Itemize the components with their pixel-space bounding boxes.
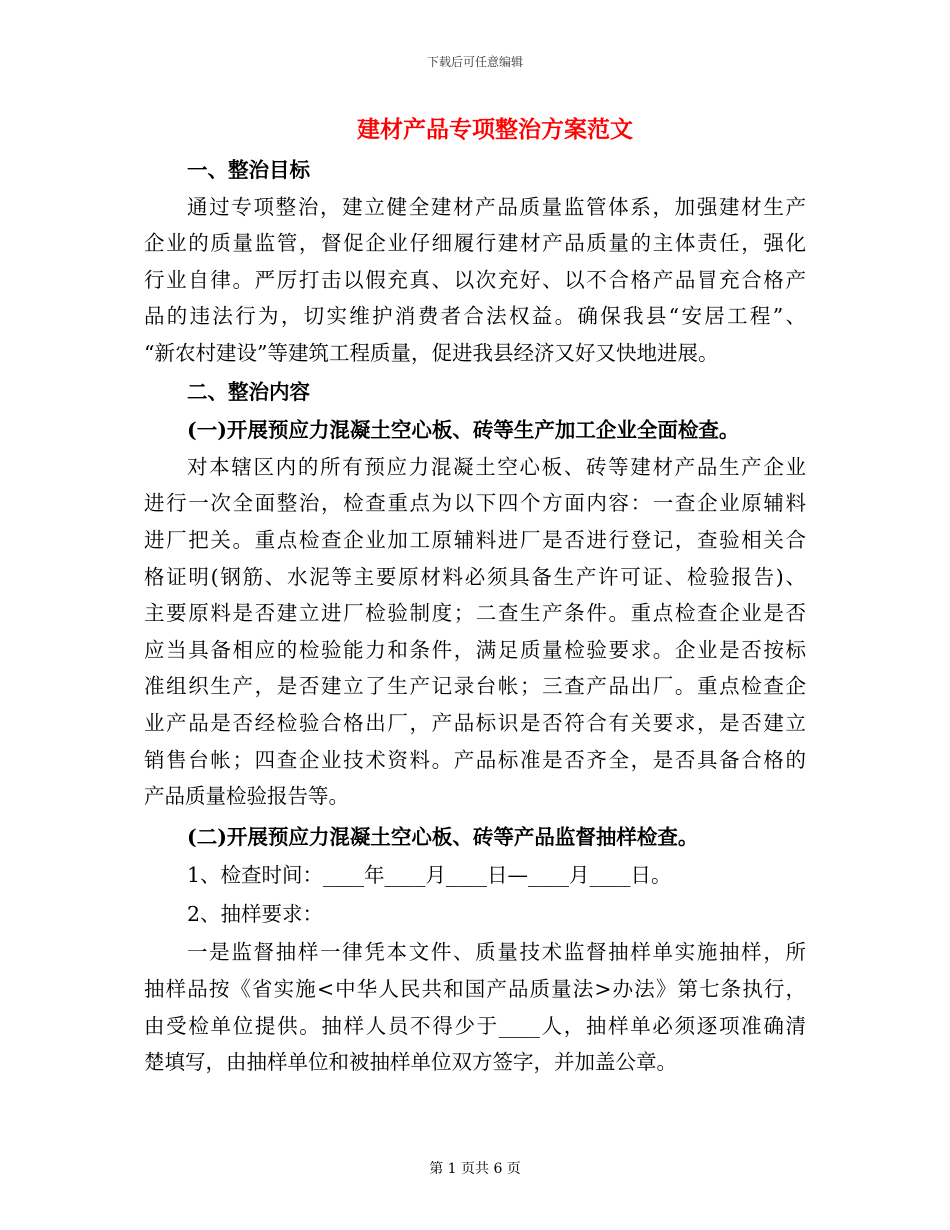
subsection-heading: (二)开展预应力混凝土空心板、砖等产品监督抽样检查。	[187, 824, 699, 849]
paragraph-line: 品的违法行为，切实维护消费者合法权益。确保我县“安居工程”、	[144, 304, 806, 329]
paragraph-line: “新农村建设”等建筑工程质量，促进我县经济又好又快地进展。	[144, 340, 719, 365]
document-body	[144, 108, 806, 1081]
paragraph-line: 企业的质量监管，督促企业仔细履行建材产品质量的主体责任，强化	[144, 231, 806, 256]
paragraph-line: 一是监督抽样一律凭本文件、质量技术监督抽样单实施抽样，所	[187, 940, 806, 965]
section-heading: 二、整治内容	[187, 379, 310, 404]
page-number: 第 1 页共 6 页	[429, 1161, 521, 1177]
paragraph-line: 准组织生产，是否建立了生产记录台帐；三查产品出厂。重点检查企	[144, 674, 806, 699]
paragraph-line: 应当具备相应的检验能力和条件，满足质量检验要求。企业是否按标	[144, 637, 806, 662]
paragraph-line: 抽样品按《省实施<中华人民共和国产品质量法>办法》第七条执行，	[144, 977, 806, 1002]
paragraph-line: 业产品是否经检验合格出厂，产品标识是否符合有关要求，是否建立	[144, 710, 806, 735]
document-title: 建材产品专项整治方案范文	[357, 116, 633, 143]
page-header: 下载后可任意编辑	[426, 55, 523, 69]
paragraph-line: 产品质量检验报告等。	[144, 784, 349, 809]
paragraph-line: 销售台帐；四查企业技术资料。产品标准是否齐全，是否具备合格的	[144, 747, 806, 772]
paragraph-line: 楚填写，由抽样单位和被抽样单位双方签字，并加盖公章。	[144, 1050, 677, 1075]
paragraph-line: 进厂把关。重点检查企业加工原辅料进厂是否进行登记，查验相关合	[144, 527, 806, 552]
subsection-heading: (一)开展预应力混凝土空心板、砖等生产加工企业全面检查。	[187, 418, 740, 443]
list-item-sampling-requirements: 2、抽样要求：	[187, 901, 324, 926]
paragraph-line: 进行一次全面整治，检查重点为以下四个方面内容：一查企业原辅料	[144, 491, 806, 516]
paragraph-line: 格证明(钢筋、水泥等主要原材料必须具备生产许可证、检验报告)、	[144, 564, 806, 589]
paragraph-line: 行业自律。严厉打击以假充真、以次充好、以不合格产品冒充合格产	[144, 267, 806, 292]
paragraph-line: 由受检单位提供。抽样人员不得少于____人，抽样单必须逐项准确清	[144, 1013, 806, 1038]
paragraph-line: 对本辖区内的所有预应力混凝土空心板、砖等建材产品生产企业	[187, 454, 806, 479]
paragraph-line: 通过专项整治，建立健全建材产品质量监管体系，加强建材生产	[187, 194, 806, 219]
paragraph-line: 主要原料是否建立进厂检验制度；二查生产条件。重点检查企业是否	[144, 601, 806, 626]
list-item-inspection-time: 1、检查时间：____年____月____日—____月____日。	[187, 863, 672, 888]
section-heading: 一、整治目标	[187, 158, 310, 182]
